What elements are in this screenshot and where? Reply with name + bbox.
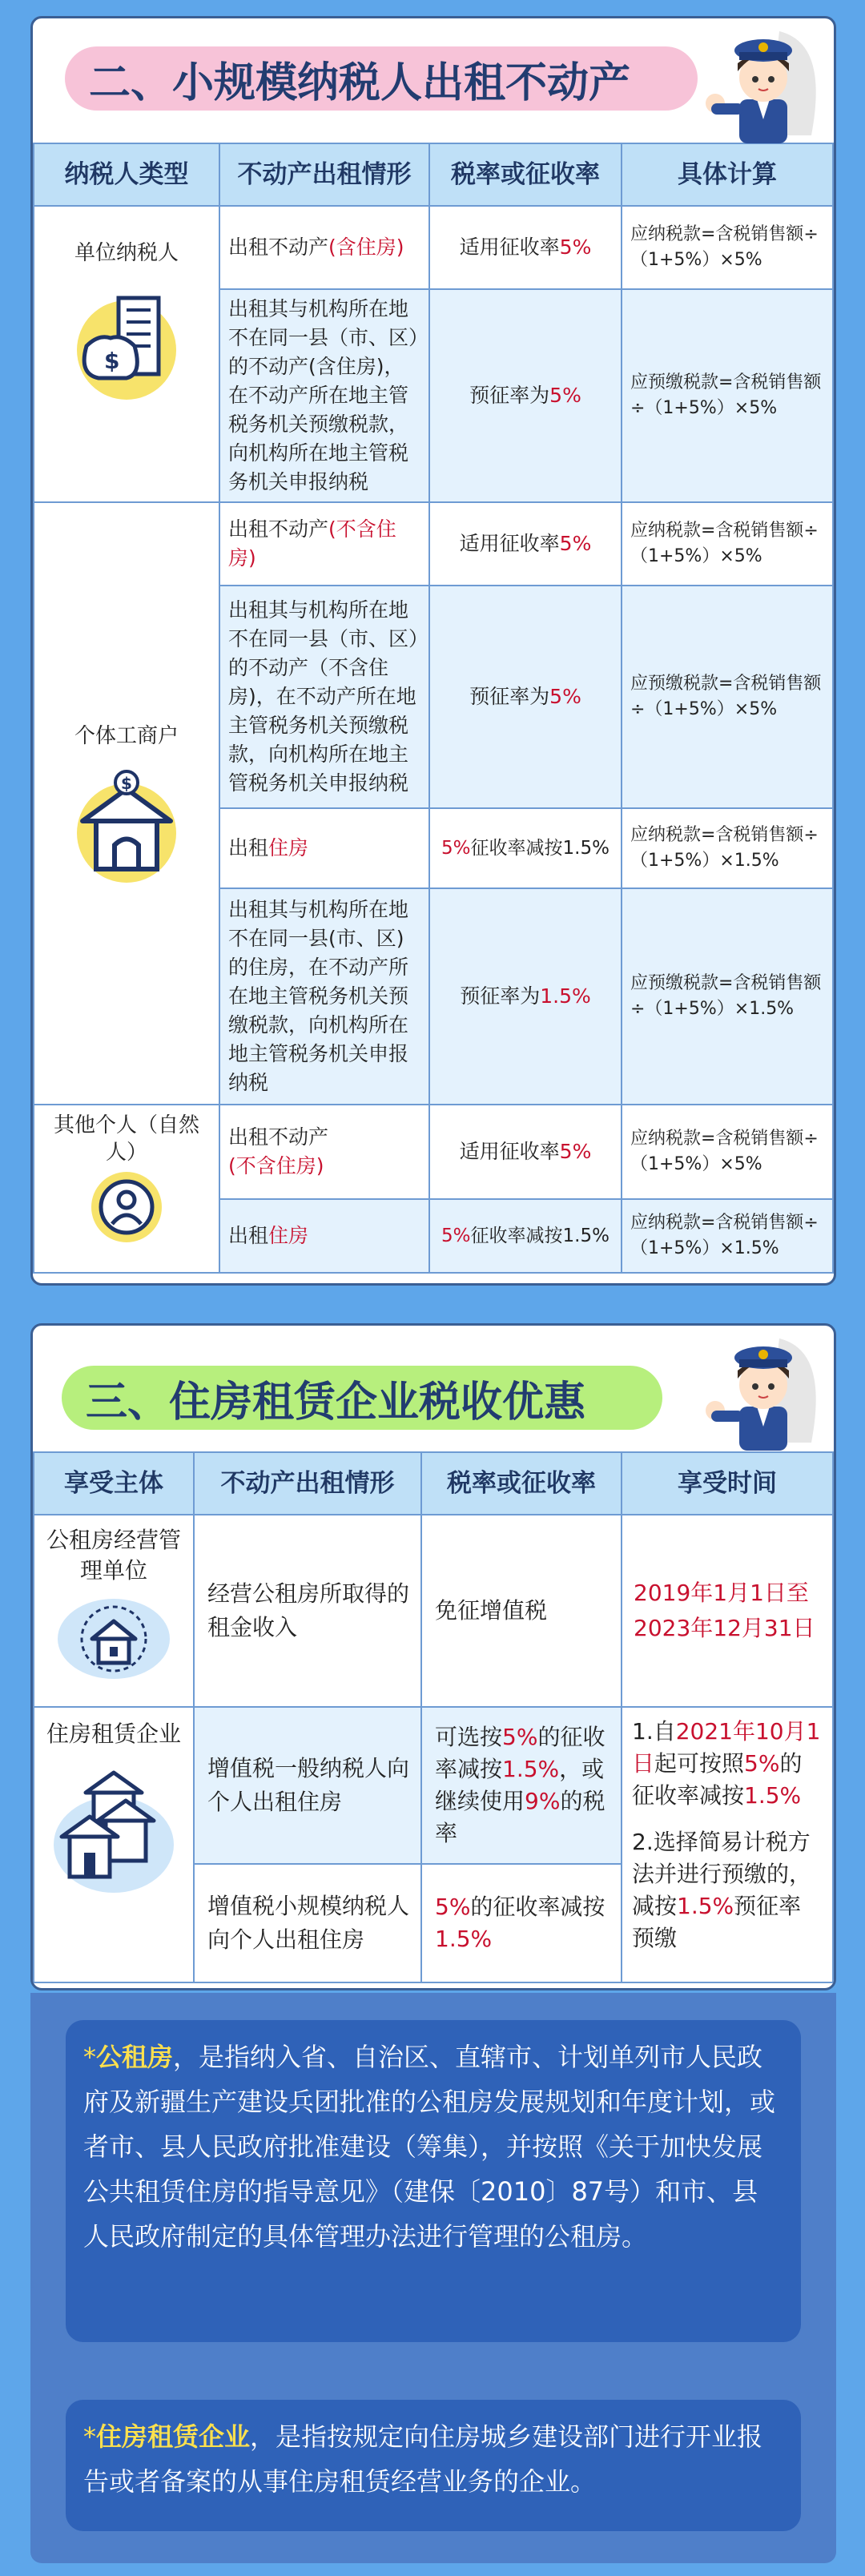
- situation-cell: 出租不动产(不含住房): [219, 502, 429, 586]
- calc-cell: 应纳税款=含税销售额÷（1+5%）×5%: [622, 502, 833, 586]
- calc-cell: 应纳税款=含税销售额÷（1+5%）×1.5%: [622, 1199, 833, 1273]
- situation-cell: 经营公租房所取得的租金收入: [194, 1515, 421, 1707]
- tax-officer-mascot-icon: [691, 1330, 827, 1451]
- situation-cell: 出租其与机构所在地不在同一县(市、区)的住房，在不动产所在地主管税务机关预缴税款，向机构所在地主管税务机关申报纳税: [219, 888, 429, 1105]
- subject-label: 住房租赁企业: [46, 1721, 181, 1747]
- tax-officer-mascot-icon: [691, 23, 827, 143]
- section3-header: [33, 1326, 834, 1451]
- rate-cell: 免征增值税: [421, 1515, 622, 1707]
- subject-label: 公租房经营管理单位: [46, 1527, 181, 1584]
- rate-cell: 预征率为5%: [429, 586, 622, 808]
- rate-cell: 5%征收率减按1.5%: [429, 808, 622, 888]
- calc-cell: 应预缴税款=含税销售额÷（1+5%）×5%: [622, 586, 833, 808]
- time-cell: 2019年1月1日至2023年12月31日: [622, 1515, 833, 1707]
- col-header-time: 享受时间: [622, 1452, 833, 1515]
- houses-icon: [50, 1761, 178, 1897]
- section2-table: [33, 143, 834, 1274]
- situation-cell: 出租住房: [219, 808, 429, 888]
- col-header-rate: 税率或征收率: [429, 143, 622, 206]
- taxpayer-type-label: 其他个人（自然人）: [53, 1113, 199, 1165]
- calc-cell: 应预缴税款=含税销售额÷（1+5%）×1.5%: [622, 888, 833, 1105]
- taxpayer-type-natural-person: [34, 1105, 219, 1273]
- taxpayer-type-individual-business: [34, 502, 219, 1105]
- col-header-situation: 不动产出租情形: [194, 1452, 421, 1515]
- col-header-rate: 税率或征收率: [421, 1452, 622, 1515]
- section3-table: [33, 1451, 834, 1983]
- situation-cell: 出租不动产 (不含住房): [219, 1105, 429, 1199]
- situation-cell: 出租不动产(含住房): [219, 206, 429, 289]
- shop-house-icon: [62, 765, 191, 885]
- svg-text:$: $: [104, 348, 120, 374]
- note-public-rental-housing: *公租房，是指纳入省、自治区、直辖市、计划单列市人民政府及新疆生产建设兵团批准的公租房发展规划和年度计划，或者市、县人民政府批准建设（筹集），并按照《关于加快发展公共租赁住房的指导意见》（建保〔2010〕87号）和市、县人民政府制定的具体管理办法进行管理的公租房。: [66, 2020, 801, 2342]
- subject-public-rental-unit: [34, 1515, 194, 1707]
- time-cell: 1.自2021年10月1日起可按照5%的征收率减按1.5% 2.选择简易计税方法并进行预缴的，减按1.5%预征率预缴: [622, 1707, 833, 1982]
- svg-text:$: $: [121, 774, 132, 793]
- rate-cell: 预征率为5%: [429, 289, 622, 502]
- subject-housing-rental-enterprise: [34, 1707, 194, 1982]
- rate-cell: 5%的征收率减按1.5%: [421, 1864, 622, 1982]
- section2-header: [33, 18, 834, 143]
- section2-card: [30, 16, 836, 1286]
- rate-cell: 5%征收率减按1.5%: [429, 1199, 622, 1273]
- taxpayer-type-label: 个体工商户: [74, 724, 179, 748]
- house-exchange-icon: [54, 1592, 174, 1680]
- section2-title: 二、小规模纳税人出租不动产: [65, 46, 698, 111]
- situation-cell: 出租其与机构所在地不在同一县（市、区）的不动产(含住房)，在不动产所在地主管税务机关预缴税款，向机构所在地主管税务机关申报纳税: [219, 289, 429, 502]
- calc-cell: 应纳税款=含税销售额÷（1+5%）×5%: [622, 1105, 833, 1199]
- situation-cell: 增值税一般纳税人向个人出租住房: [194, 1707, 421, 1864]
- col-header-situation: 不动产出租情形: [219, 143, 429, 206]
- person-icon: [78, 1171, 175, 1243]
- col-header-type: 纳税人类型: [34, 143, 219, 206]
- rate-cell: 适用征收率5%: [429, 502, 622, 586]
- col-header-subject: 享受主体: [34, 1452, 194, 1515]
- calc-cell: 应预缴税款=含税销售额÷（1+5%）×5%: [622, 289, 833, 502]
- note-housing-rental-enterprise: *住房租赁企业，是指按规定向住房城乡建设部门进行开业报告或者备案的从事住房租赁经营业务的企业。: [66, 2400, 801, 2531]
- situation-cell: 出租其与机构所在地不在同一县（市、区）的不动产（不含住房)，在不动产所在地主管税务机关预缴税款，向机构所在地主管税务机关申报纳税: [219, 586, 429, 808]
- section3-title: 三、住房租赁企业税收优惠: [62, 1366, 662, 1430]
- taxpayer-type-label: 单位纳税人: [74, 241, 179, 265]
- rate-cell: 可选按5%的征收率减按1.5%，或继续使用9%的税率: [421, 1707, 622, 1864]
- rate-cell: 预征率为1.5%: [429, 888, 622, 1105]
- calc-cell: 应纳税款=含税销售额÷（1+5%）×5%: [622, 206, 833, 289]
- situation-cell: 出租住房: [219, 1199, 429, 1273]
- situation-cell: 增值税小规模纳税人向个人出租住房: [194, 1864, 421, 1982]
- section3-card: [30, 1323, 836, 1990]
- calc-cell: 应纳税款=含税销售额÷（1+5%）×1.5%: [622, 808, 833, 888]
- rate-cell: 适用征收率5%: [429, 206, 622, 289]
- taxpayer-type-unit: [34, 206, 219, 502]
- rate-cell: 适用征收率5%: [429, 1105, 622, 1199]
- money-bag-building-icon: [62, 282, 191, 402]
- notes-panel: [30, 1993, 836, 2563]
- col-header-calc: 具体计算: [622, 143, 833, 206]
